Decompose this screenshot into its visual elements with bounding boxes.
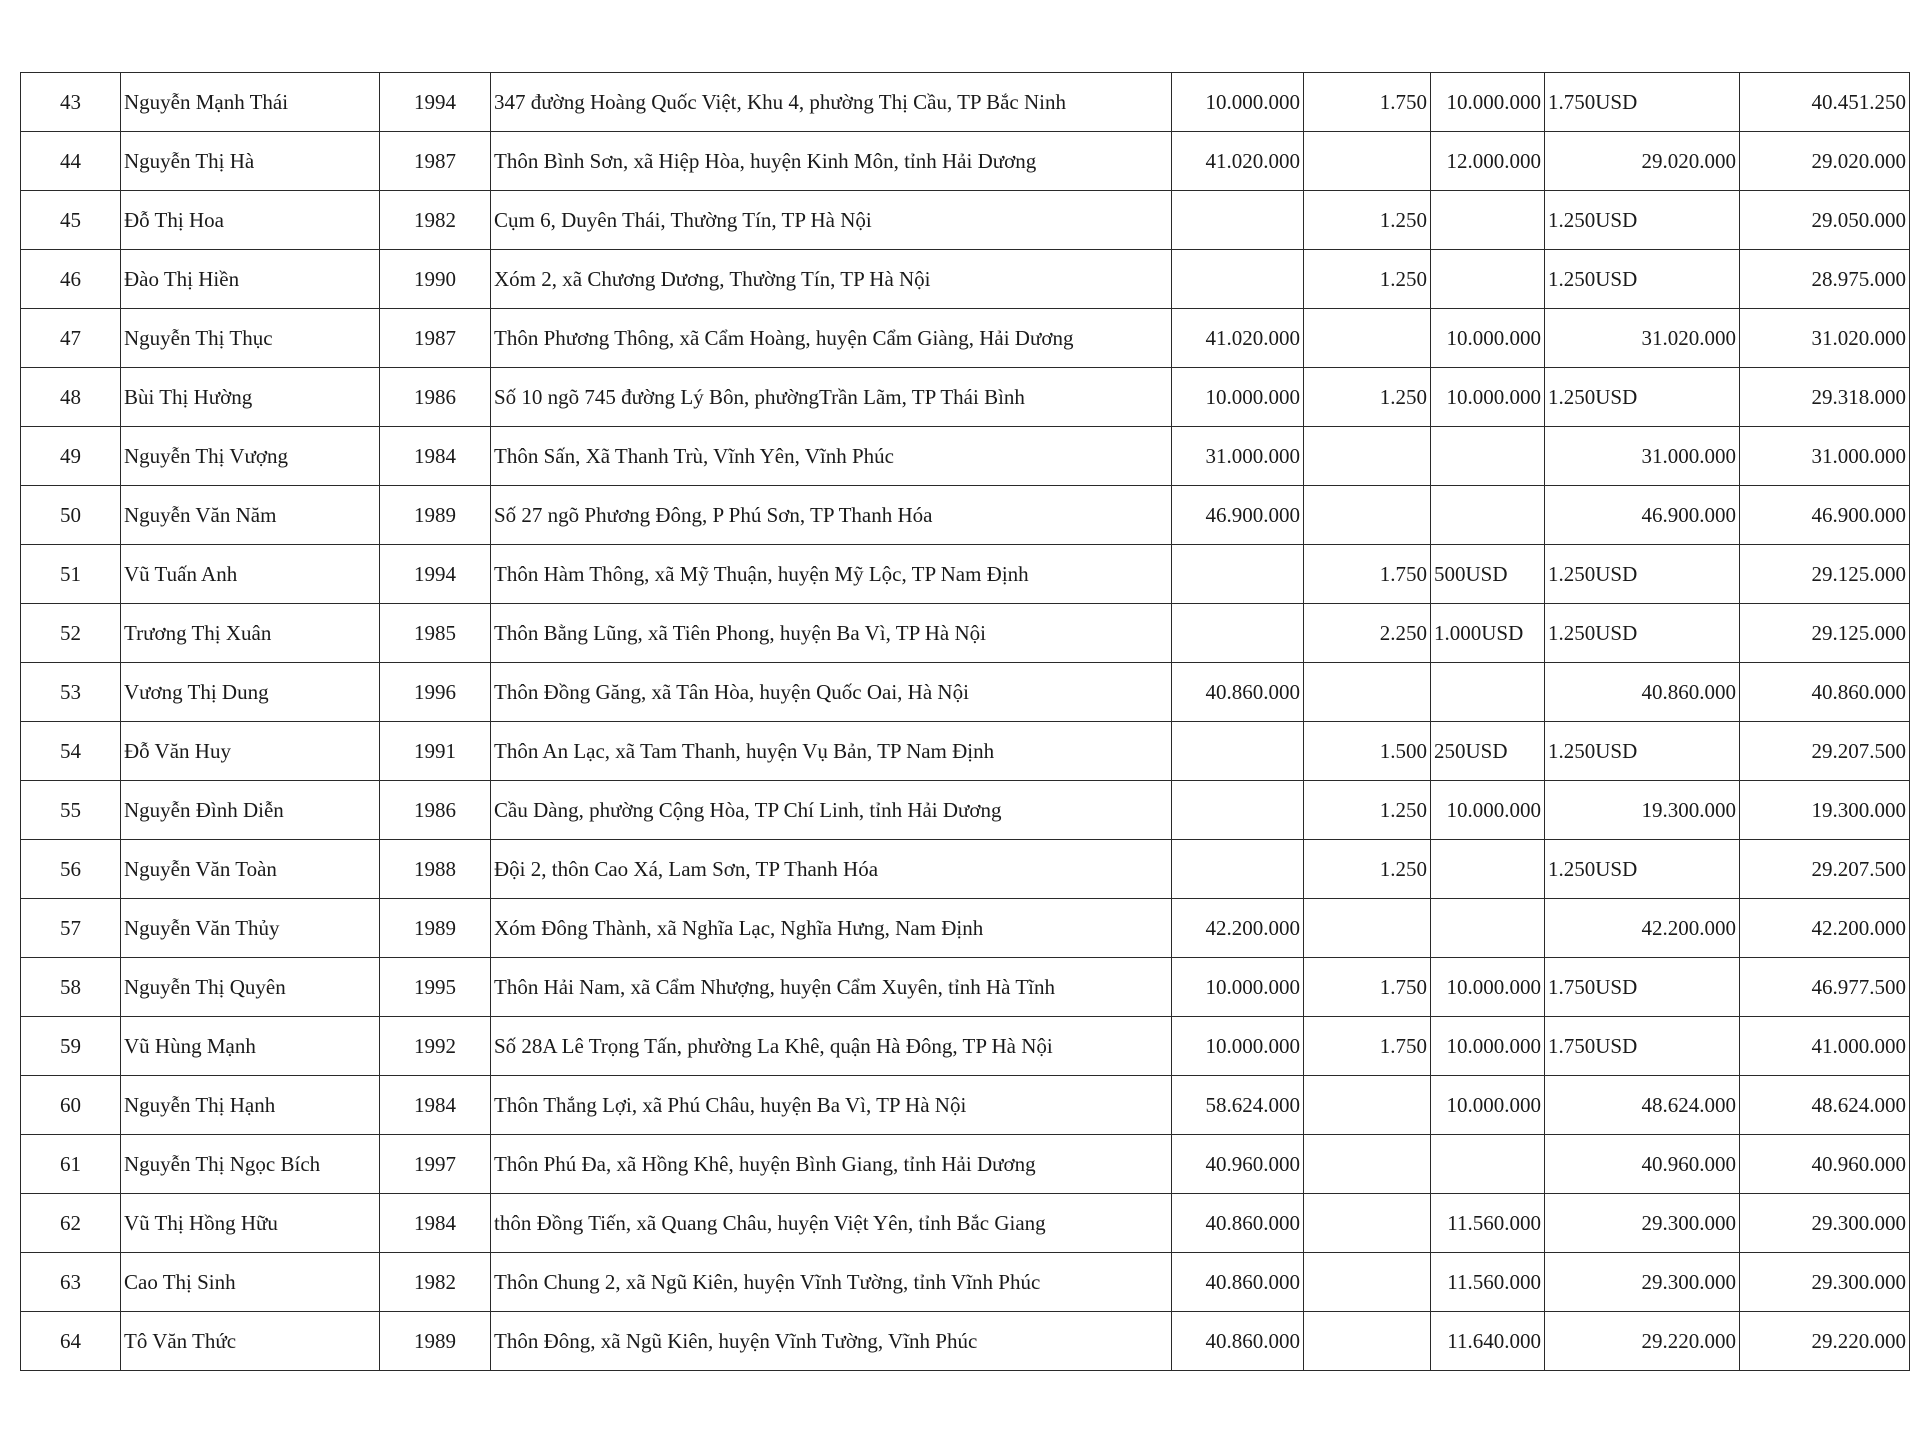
row-number-cell: 54 xyxy=(21,722,121,781)
birth-year-cell: 1985 xyxy=(380,604,491,663)
address-cell: Thôn Thắng Lợi, xã Phú Châu, huyện Ba Vì, TP Hà Nội xyxy=(491,1076,1172,1135)
table-row xyxy=(21,427,1910,486)
amount-col6-cell xyxy=(1304,1076,1431,1135)
amount-col7-cell: 12.000.000 xyxy=(1431,132,1545,191)
total-amount-cell: 41.000.000 xyxy=(1740,1017,1910,1076)
amount-col7-cell: 1.000USD xyxy=(1431,604,1545,663)
address-cell: Thôn An Lạc, xã Tam Thanh, huyện Vụ Bản, TP Nam Định xyxy=(491,722,1172,781)
row-number-cell: 64 xyxy=(21,1312,121,1371)
birth-year-cell: 1995 xyxy=(380,958,491,1017)
address-cell: Thôn Phú Đa, xã Hồng Khê, huyện Bình Giang, tỉnh Hải Dương xyxy=(491,1135,1172,1194)
row-number-cell: 48 xyxy=(21,368,121,427)
total-amount-cell: 46.977.500 xyxy=(1740,958,1910,1017)
amount-col8-cell: 1.250USD xyxy=(1545,840,1740,899)
amount-col5-cell: 10.000.000 xyxy=(1172,368,1304,427)
row-number-cell: 60 xyxy=(21,1076,121,1135)
amount-col7-cell xyxy=(1431,1135,1545,1194)
amount-col7-cell: 10.000.000 xyxy=(1431,1017,1545,1076)
table-row xyxy=(21,132,1910,191)
amount-col8-cell: 40.960.000 xyxy=(1545,1135,1740,1194)
birth-year-cell: 1991 xyxy=(380,722,491,781)
row-number-cell: 52 xyxy=(21,604,121,663)
row-number-cell: 63 xyxy=(21,1253,121,1312)
amount-col5-cell: 31.000.000 xyxy=(1172,427,1304,486)
amount-col8-cell: 42.200.000 xyxy=(1545,899,1740,958)
amount-col5-cell: 46.900.000 xyxy=(1172,486,1304,545)
amount-col8-cell: 1.750USD xyxy=(1545,1017,1740,1076)
amount-col8-cell: 29.020.000 xyxy=(1545,132,1740,191)
amount-col6-cell xyxy=(1304,486,1431,545)
address-cell: Thôn Sấn, Xã Thanh Trù, Vĩnh Yên, Vĩnh Phúc xyxy=(491,427,1172,486)
amount-col8-cell: 1.250USD xyxy=(1545,722,1740,781)
payment-table xyxy=(20,72,1910,1371)
full-name-cell: Trương Thị Xuân xyxy=(121,604,380,663)
birth-year-cell: 1987 xyxy=(380,309,491,368)
amount-col6-cell: 2.250 xyxy=(1304,604,1431,663)
total-amount-cell: 31.020.000 xyxy=(1740,309,1910,368)
amount-col5-cell: 40.860.000 xyxy=(1172,1194,1304,1253)
amount-col5-cell xyxy=(1172,781,1304,840)
full-name-cell: Nguyễn Mạnh Thái xyxy=(121,73,380,132)
full-name-cell: Bùi Thị Hường xyxy=(121,368,380,427)
amount-col7-cell: 10.000.000 xyxy=(1431,73,1545,132)
amount-col8-cell: 1.250USD xyxy=(1545,545,1740,604)
total-amount-cell: 29.207.500 xyxy=(1740,840,1910,899)
total-amount-cell: 29.020.000 xyxy=(1740,132,1910,191)
amount-col5-cell: 10.000.000 xyxy=(1172,958,1304,1017)
amount-col6-cell: 1.250 xyxy=(1304,250,1431,309)
amount-col6-cell xyxy=(1304,427,1431,486)
table-row xyxy=(21,1312,1910,1371)
row-number-cell: 46 xyxy=(21,250,121,309)
amount-col8-cell: 31.020.000 xyxy=(1545,309,1740,368)
address-cell: Xóm 2, xã Chương Dương, Thường Tín, TP Hà Nội xyxy=(491,250,1172,309)
total-amount-cell: 40.451.250 xyxy=(1740,73,1910,132)
address-cell: 347 đường Hoàng Quốc Việt, Khu 4, phường Thị Cầu, TP Bắc Ninh xyxy=(491,73,1172,132)
row-number-cell: 56 xyxy=(21,840,121,899)
full-name-cell: Vũ Tuấn Anh xyxy=(121,545,380,604)
amount-col6-cell: 1.250 xyxy=(1304,840,1431,899)
amount-col7-cell xyxy=(1431,427,1545,486)
amount-col5-cell: 40.860.000 xyxy=(1172,1312,1304,1371)
birth-year-cell: 1988 xyxy=(380,840,491,899)
full-name-cell: Vũ Hùng Mạnh xyxy=(121,1017,380,1076)
total-amount-cell: 29.207.500 xyxy=(1740,722,1910,781)
amount-col8-cell: 1.250USD xyxy=(1545,250,1740,309)
row-number-cell: 59 xyxy=(21,1017,121,1076)
birth-year-cell: 1982 xyxy=(380,191,491,250)
table-row xyxy=(21,1076,1910,1135)
amount-col6-cell xyxy=(1304,1312,1431,1371)
full-name-cell: Nguyễn Đình Diễn xyxy=(121,781,380,840)
table-row xyxy=(21,899,1910,958)
table-row xyxy=(21,545,1910,604)
amount-col7-cell xyxy=(1431,899,1545,958)
table-row xyxy=(21,250,1910,309)
table-row xyxy=(21,722,1910,781)
row-number-cell: 55 xyxy=(21,781,121,840)
amount-col5-cell xyxy=(1172,722,1304,781)
row-number-cell: 51 xyxy=(21,545,121,604)
amount-col5-cell: 10.000.000 xyxy=(1172,1017,1304,1076)
full-name-cell: Nguyễn Thị Ngọc Bích xyxy=(121,1135,380,1194)
amount-col6-cell xyxy=(1304,132,1431,191)
row-number-cell: 45 xyxy=(21,191,121,250)
amount-col8-cell: 1.250USD xyxy=(1545,191,1740,250)
amount-col6-cell: 1.750 xyxy=(1304,1017,1431,1076)
row-number-cell: 57 xyxy=(21,899,121,958)
row-number-cell: 61 xyxy=(21,1135,121,1194)
amount-col5-cell: 40.860.000 xyxy=(1172,1253,1304,1312)
amount-col5-cell: 10.000.000 xyxy=(1172,73,1304,132)
full-name-cell: Nguyễn Văn Toàn xyxy=(121,840,380,899)
table-row xyxy=(21,486,1910,545)
table-row xyxy=(21,73,1910,132)
birth-year-cell: 1992 xyxy=(380,1017,491,1076)
total-amount-cell: 28.975.000 xyxy=(1740,250,1910,309)
address-cell: Số 10 ngõ 745 đường Lý Bôn, phườngTrần Lãm, TP Thái Bình xyxy=(491,368,1172,427)
birth-year-cell: 1986 xyxy=(380,781,491,840)
total-amount-cell: 48.624.000 xyxy=(1740,1076,1910,1135)
birth-year-cell: 1984 xyxy=(380,427,491,486)
table-row xyxy=(21,1194,1910,1253)
address-cell: Cầu Dàng, phường Cộng Hòa, TP Chí Linh, tỉnh Hải Dương xyxy=(491,781,1172,840)
total-amount-cell: 19.300.000 xyxy=(1740,781,1910,840)
amount-col6-cell xyxy=(1304,309,1431,368)
full-name-cell: Nguyễn Thị Hà xyxy=(121,132,380,191)
address-cell: Thôn Đông, xã Ngũ Kiên, huyện Vĩnh Tường, Vĩnh Phúc xyxy=(491,1312,1172,1371)
amount-col6-cell xyxy=(1304,1135,1431,1194)
amount-col5-cell: 41.020.000 xyxy=(1172,309,1304,368)
amount-col5-cell xyxy=(1172,250,1304,309)
amount-col5-cell xyxy=(1172,191,1304,250)
amount-col7-cell: 10.000.000 xyxy=(1431,958,1545,1017)
amount-col7-cell xyxy=(1431,663,1545,722)
total-amount-cell: 29.050.000 xyxy=(1740,191,1910,250)
table-row xyxy=(21,840,1910,899)
amount-col7-cell: 11.560.000 xyxy=(1431,1194,1545,1253)
total-amount-cell: 46.900.000 xyxy=(1740,486,1910,545)
full-name-cell: Nguyễn Thị Thục xyxy=(121,309,380,368)
birth-year-cell: 1990 xyxy=(380,250,491,309)
amount-col8-cell: 19.300.000 xyxy=(1545,781,1740,840)
address-cell: Thôn Bình Sơn, xã Hiệp Hòa, huyện Kinh Môn, tỉnh Hải Dương xyxy=(491,132,1172,191)
full-name-cell: Đỗ Văn Huy xyxy=(121,722,380,781)
amount-col7-cell: 10.000.000 xyxy=(1431,309,1545,368)
total-amount-cell: 29.300.000 xyxy=(1740,1253,1910,1312)
birth-year-cell: 1982 xyxy=(380,1253,491,1312)
table-row xyxy=(21,958,1910,1017)
full-name-cell: Nguyễn Thị Quyên xyxy=(121,958,380,1017)
address-cell: thôn Đồng Tiến, xã Quang Châu, huyện Việt Yên, tỉnh Bắc Giang xyxy=(491,1194,1172,1253)
amount-col5-cell: 40.960.000 xyxy=(1172,1135,1304,1194)
amount-col8-cell: 48.624.000 xyxy=(1545,1076,1740,1135)
row-number-cell: 49 xyxy=(21,427,121,486)
full-name-cell: Vương Thị Dung xyxy=(121,663,380,722)
amount-col7-cell: 11.560.000 xyxy=(1431,1253,1545,1312)
row-number-cell: 43 xyxy=(21,73,121,132)
address-cell: Cụm 6, Duyên Thái, Thường Tín, TP Hà Nội xyxy=(491,191,1172,250)
amount-col8-cell: 1.750USD xyxy=(1545,958,1740,1017)
full-name-cell: Nguyễn Thị Vượng xyxy=(121,427,380,486)
row-number-cell: 47 xyxy=(21,309,121,368)
birth-year-cell: 1994 xyxy=(380,545,491,604)
amount-col7-cell: 10.000.000 xyxy=(1431,781,1545,840)
amount-col6-cell xyxy=(1304,1253,1431,1312)
table-row xyxy=(21,1253,1910,1312)
address-cell: Thôn Hàm Thông, xã Mỹ Thuận, huyện Mỹ Lộc, TP Nam Định xyxy=(491,545,1172,604)
table-row xyxy=(21,781,1910,840)
amount-col6-cell: 1.750 xyxy=(1304,73,1431,132)
total-amount-cell: 29.318.000 xyxy=(1740,368,1910,427)
row-number-cell: 62 xyxy=(21,1194,121,1253)
address-cell: Thôn Bằng Lũng, xã Tiên Phong, huyện Ba Vì, TP Hà Nội xyxy=(491,604,1172,663)
amount-col8-cell: 29.220.000 xyxy=(1545,1312,1740,1371)
total-amount-cell: 29.220.000 xyxy=(1740,1312,1910,1371)
amount-col6-cell: 1.250 xyxy=(1304,781,1431,840)
birth-year-cell: 1997 xyxy=(380,1135,491,1194)
address-cell: Thôn Đồng Găng, xã Tân Hòa, huyện Quốc Oai, Hà Nội xyxy=(491,663,1172,722)
amount-col8-cell: 1.250USD xyxy=(1545,604,1740,663)
full-name-cell: Nguyễn Thị Hạnh xyxy=(121,1076,380,1135)
amount-col7-cell xyxy=(1431,486,1545,545)
total-amount-cell: 31.000.000 xyxy=(1740,427,1910,486)
birth-year-cell: 1987 xyxy=(380,132,491,191)
amount-col5-cell: 58.624.000 xyxy=(1172,1076,1304,1135)
amount-col5-cell: 42.200.000 xyxy=(1172,899,1304,958)
amount-col6-cell: 1.750 xyxy=(1304,545,1431,604)
address-cell: Thôn Phương Thông, xã Cẩm Hoàng, huyện Cẩm Giàng, Hải Dương xyxy=(491,309,1172,368)
amount-col6-cell xyxy=(1304,1194,1431,1253)
address-cell: Xóm Đông Thành, xã Nghĩa Lạc, Nghĩa Hưng, Nam Định xyxy=(491,899,1172,958)
table-body xyxy=(21,73,1910,1371)
address-cell: Số 27 ngõ Phương Đông, P Phú Sơn, TP Thanh Hóa xyxy=(491,486,1172,545)
birth-year-cell: 1994 xyxy=(380,73,491,132)
birth-year-cell: 1984 xyxy=(380,1194,491,1253)
table-row xyxy=(21,604,1910,663)
amount-col6-cell: 1.250 xyxy=(1304,368,1431,427)
amount-col5-cell: 41.020.000 xyxy=(1172,132,1304,191)
full-name-cell: Đỗ Thị Hoa xyxy=(121,191,380,250)
full-name-cell: Nguyễn Văn Năm xyxy=(121,486,380,545)
total-amount-cell: 40.960.000 xyxy=(1740,1135,1910,1194)
amount-col8-cell: 1.750USD xyxy=(1545,73,1740,132)
amount-col7-cell: 250USD xyxy=(1431,722,1545,781)
amount-col8-cell: 29.300.000 xyxy=(1545,1253,1740,1312)
full-name-cell: Tô Văn Thức xyxy=(121,1312,380,1371)
table-row xyxy=(21,368,1910,427)
row-number-cell: 58 xyxy=(21,958,121,1017)
table-row xyxy=(21,1135,1910,1194)
address-cell: Số 28A Lê Trọng Tấn, phường La Khê, quận Hà Đông, TP Hà Nội xyxy=(491,1017,1172,1076)
address-cell: Thôn Chung 2, xã Ngũ Kiên, huyện Vĩnh Tường, tỉnh Vĩnh Phúc xyxy=(491,1253,1172,1312)
total-amount-cell: 29.125.000 xyxy=(1740,604,1910,663)
table-row xyxy=(21,663,1910,722)
birth-year-cell: 1989 xyxy=(380,1312,491,1371)
amount-col8-cell: 1.250USD xyxy=(1545,368,1740,427)
table-row xyxy=(21,309,1910,368)
birth-year-cell: 1989 xyxy=(380,899,491,958)
birth-year-cell: 1989 xyxy=(380,486,491,545)
row-number-cell: 50 xyxy=(21,486,121,545)
full-name-cell: Nguyễn Văn Thủy xyxy=(121,899,380,958)
full-name-cell: Đào Thị Hiền xyxy=(121,250,380,309)
amount-col5-cell xyxy=(1172,545,1304,604)
address-cell: Đội 2, thôn Cao Xá, Lam Sơn, TP Thanh Hóa xyxy=(491,840,1172,899)
amount-col8-cell: 46.900.000 xyxy=(1545,486,1740,545)
amount-col7-cell xyxy=(1431,250,1545,309)
amount-col6-cell: 1.750 xyxy=(1304,958,1431,1017)
amount-col8-cell: 40.860.000 xyxy=(1545,663,1740,722)
total-amount-cell: 29.300.000 xyxy=(1740,1194,1910,1253)
amount-col5-cell xyxy=(1172,840,1304,899)
total-amount-cell: 42.200.000 xyxy=(1740,899,1910,958)
total-amount-cell: 29.125.000 xyxy=(1740,545,1910,604)
amount-col6-cell xyxy=(1304,663,1431,722)
amount-col7-cell: 10.000.000 xyxy=(1431,368,1545,427)
amount-col6-cell xyxy=(1304,899,1431,958)
amount-col7-cell: 10.000.000 xyxy=(1431,1076,1545,1135)
amount-col6-cell: 1.250 xyxy=(1304,191,1431,250)
amount-col8-cell: 31.000.000 xyxy=(1545,427,1740,486)
amount-col7-cell xyxy=(1431,191,1545,250)
amount-col6-cell: 1.500 xyxy=(1304,722,1431,781)
total-amount-cell: 40.860.000 xyxy=(1740,663,1910,722)
amount-col7-cell: 500USD xyxy=(1431,545,1545,604)
birth-year-cell: 1984 xyxy=(380,1076,491,1135)
table-row xyxy=(21,191,1910,250)
birth-year-cell: 1996 xyxy=(380,663,491,722)
amount-col8-cell: 29.300.000 xyxy=(1545,1194,1740,1253)
full-name-cell: Vũ Thị Hồng Hữu xyxy=(121,1194,380,1253)
full-name-cell: Cao Thị Sinh xyxy=(121,1253,380,1312)
table-row xyxy=(21,1017,1910,1076)
address-cell: Thôn Hải Nam, xã Cẩm Nhượng, huyện Cẩm Xuyên, tỉnh Hà Tĩnh xyxy=(491,958,1172,1017)
amount-col5-cell: 40.860.000 xyxy=(1172,663,1304,722)
row-number-cell: 53 xyxy=(21,663,121,722)
birth-year-cell: 1986 xyxy=(380,368,491,427)
amount-col7-cell: 11.640.000 xyxy=(1431,1312,1545,1371)
row-number-cell: 44 xyxy=(21,132,121,191)
amount-col7-cell xyxy=(1431,840,1545,899)
amount-col5-cell xyxy=(1172,604,1304,663)
